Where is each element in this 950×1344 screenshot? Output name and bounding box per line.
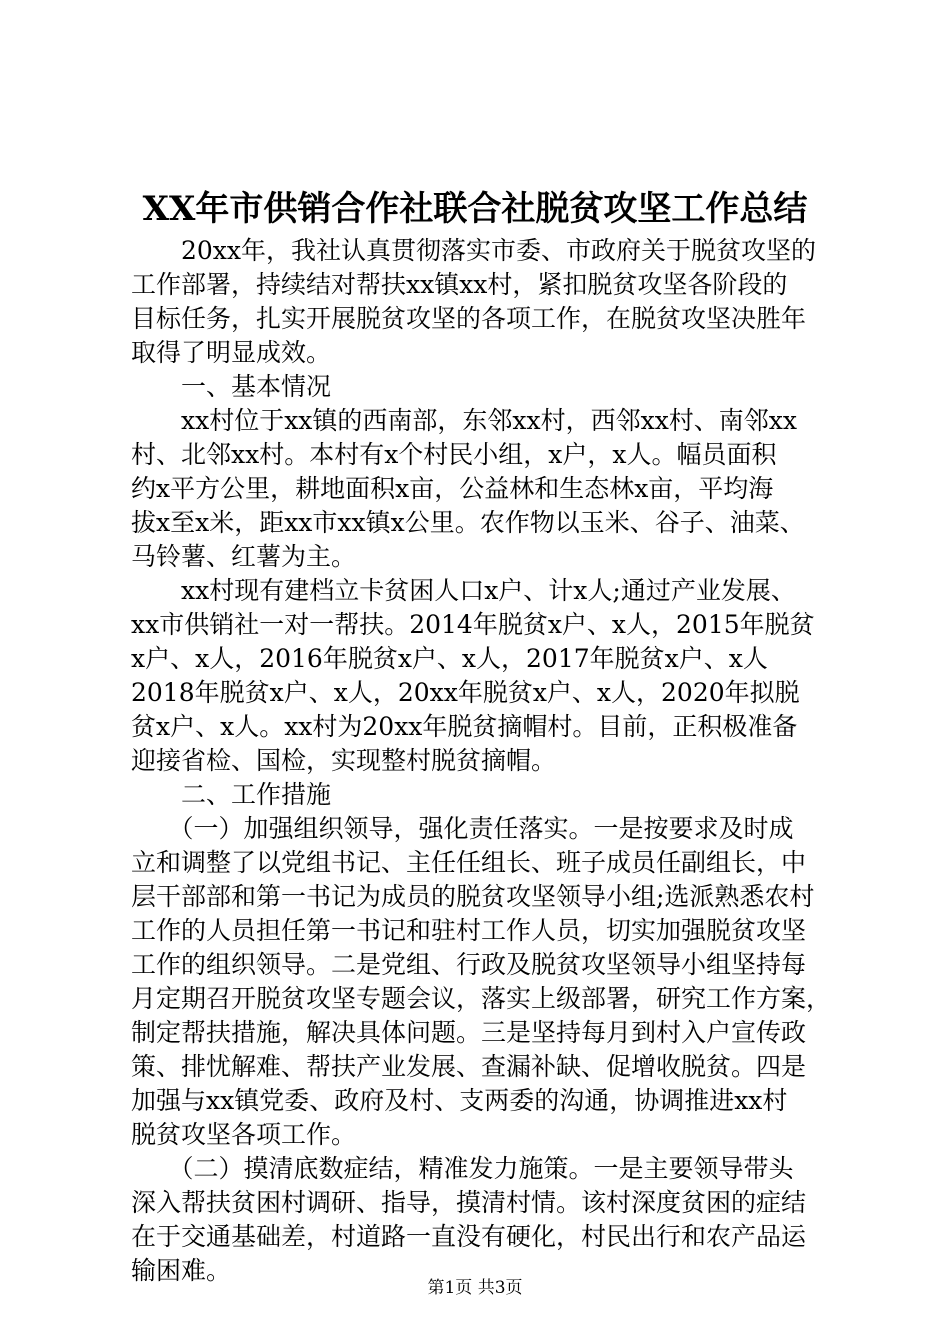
body-line: 深入帮扶贫困村调研、指导，摸清村情。该村深度贫困的症结: [131, 1188, 807, 1217]
body-line: 输困难。: [131, 1256, 232, 1285]
body-line: 工作部署，持续结对帮扶xx镇xx村，紧扣脱贫攻坚各阶段的: [131, 270, 788, 299]
body-line: 在于交通基础差，村道路一直没有硬化，村民出行和农产品运: [131, 1222, 807, 1251]
document-title: XX年市供销合作社联合社脱贫攻坚工作总结: [142, 189, 808, 229]
body-line: （一）加强组织领导，强化责任落实。一是按要求及时成: [131, 814, 794, 843]
body-line: 贫x户、x人。xx村为20xx年脱贫摘帽村。目前，正积极准备: [131, 712, 798, 741]
body-line: xx村位于xx镇的西南部，东邻xx村，西邻xx村、南邻xx: [131, 406, 797, 435]
body-line: 2018年脱贫x户、x人，20xx年脱贫x户、x人，2020年拟脱: [131, 678, 800, 707]
body-line: 制定帮扶措施，解决具体问题。三是坚持每月到村入户宣传政: [131, 1018, 807, 1047]
body-line: 取得了明显成效。: [131, 338, 332, 367]
section-heading: 一、基本情况: [131, 372, 332, 401]
section-heading: 二、工作措施: [131, 780, 332, 809]
body-line: 脱贫攻坚各项工作。: [131, 1120, 357, 1149]
body-line: 工作的人员担任第一书记和驻村工作人员，切实加强脱贫攻坚: [131, 916, 807, 945]
body-line: 层干部部和第一书记为成员的脱贫攻坚领导小组;选派熟悉农村: [131, 882, 815, 911]
body-line: 拔x至x米，距xx市xx镇x公里。农作物以玉米、谷子、油菜、: [131, 508, 805, 537]
body-line: 迎接省检、国检，实现整村脱贫摘帽。: [131, 746, 557, 775]
body-line: xx市供销社一对一帮扶。2014年脱贫x户、x人，2015年脱贫: [131, 610, 815, 639]
body-line: 约x平方公里，耕地面积x亩，公益林和生态林x亩，平均海: [131, 474, 774, 503]
body-line: 策、排忧解难、帮扶产业发展、查漏补缺、促增收脱贫。四是: [131, 1052, 807, 1081]
body-line: xx村现有建档立卡贫困人口x户、计x人;通过产业发展、: [131, 576, 796, 605]
body-line: 加强与xx镇党委、政府及村、支两委的沟通，协调推进xx村: [131, 1086, 788, 1115]
body-line: 工作的组织领导。二是党组、行政及脱贫攻坚领导小组坚持每: [131, 950, 807, 979]
body-line: 20xx年，我社认真贯彻落实市委、市政府关于脱贫攻坚的: [131, 236, 817, 265]
document-body: [131, 234, 836, 1288]
body-line: 月定期召开脱贫攻坚专题会议，落实上级部署，研究工作方案，: [131, 984, 832, 1013]
body-line: （二）摸清底数症结，精准发力施策。一是主要领导带头: [131, 1154, 794, 1183]
body-line: x户、x人，2016年脱贫x户、x人，2017年脱贫x户、x人: [131, 644, 768, 673]
body-line: 马铃薯、红薯为主。: [131, 542, 357, 571]
body-line: 村、北邻xx村。本村有x个村民小组，x户，x人。幅员面积: [131, 440, 777, 469]
body-line: 目标任务，扎实开展脱贫攻坚的各项工作，在脱贫攻坚决胜年: [131, 304, 807, 333]
page-footer: 第1页 共3页: [427, 1278, 523, 1298]
body-line: 立和调整了以党组书记、主任任组长、班子成员任副组长，中: [131, 848, 807, 877]
